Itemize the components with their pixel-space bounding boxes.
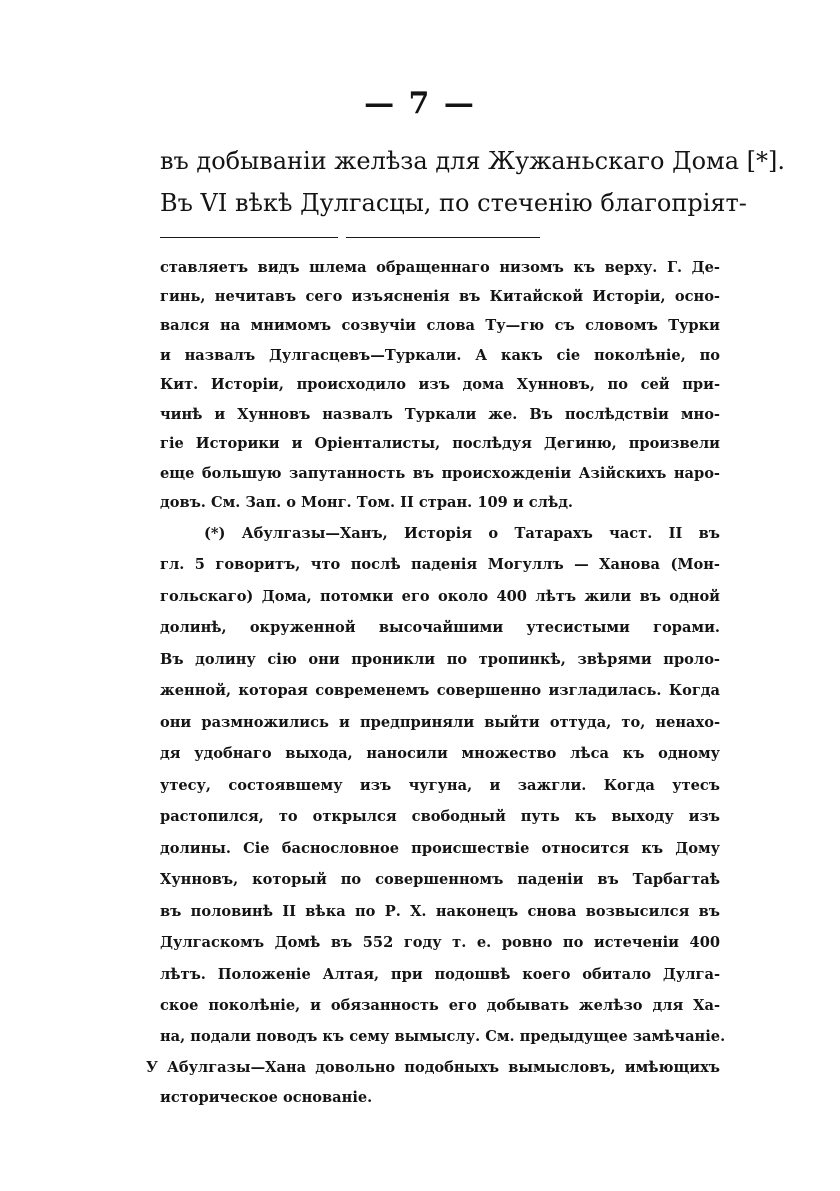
footnote-line: лѣтъ. Положенiе Алтая, при подошвѣ коего обитало Дулга- (160, 966, 720, 983)
footnote-line: Дулгаскомъ Домѣ въ 552 году т. е. ровно по истеченiи 400 (160, 934, 720, 951)
rule-segment (160, 237, 338, 238)
footnote-line: женной, которая современемъ совершенно изгладилась. Когда (160, 682, 720, 699)
footnote-line: ское поколѣнiе, и обязанность его добывать желѣзо для Ха- (160, 997, 720, 1014)
footnote-line: гiе Историки и Орiенталисты, послѣдуя Дегиню, произвели (160, 435, 720, 452)
footnote-line: утесу, состоявшему изъ чугуна, и зажгли. Когда утесъ (160, 777, 720, 794)
footnote-line: вался на мнимомъ созвучiи слова Ту—гю съ словомъ Турки (160, 317, 720, 334)
footnote-line: дя удобнаго выхода, наносили множество лѣса къ одному (160, 745, 720, 762)
footnote-line: они размножились и предприняли выйти оттуда, то, ненахо- (160, 714, 720, 731)
footnote-line: гл. 5 говоритъ, что послѣ паденiя Могуллъ — Ханова (Мон- (160, 556, 720, 573)
footnote-line: историческое основанiе. (160, 1089, 373, 1106)
footnote-line: въ половинѣ II вѣка по Р. Х. наконецъ снова возвысился въ (160, 903, 720, 920)
footnote-line: Кит. Исторiи, происходило изъ дома Хунновъ, по сей при- (160, 376, 720, 393)
footnote-line: чинѣ и Хунновъ назвалъ Туркали же. Въ послѣдствiи мно- (160, 406, 720, 423)
rule-segment (346, 237, 540, 238)
footnote-line: растопился, то открылся свободный путь къ выходу изъ (160, 808, 720, 825)
footnote-line: довъ. См. Зап. о Монг. Том. II стран. 109 и слѣд. (160, 494, 574, 511)
footnote-line: Хунновъ, который по совершенномъ паденiи въ Тарбагтаѣ (160, 871, 720, 888)
footnote-line: и назвалъ Дулгасцевъ—Туркали. А какъ сiе поколѣнiе, по (160, 347, 720, 364)
footnote-line: У Абулгазы—Хана довольно подобныхъ вымысловъ, имѣющихъ (146, 1059, 720, 1076)
footnote-line: (*) Абулгазы—Ханъ, Исторiя о Татарахъ част. II въ (204, 525, 720, 542)
footnote-line: долинѣ, окруженной высочайшими утесистыми горами. (160, 619, 720, 636)
footnote-line: ставляетъ видъ шлема обращеннаго низомъ къ верху. Г. Де- (160, 259, 720, 276)
footnote-line: еще большую запутанность въ происхожденiи Азiйскихъ наро- (160, 465, 720, 482)
main-text-line: въ добыванiи желѣза для Жужаньскаго Дома [*]. (160, 147, 785, 175)
page-number: — 7 — (364, 86, 476, 121)
footnote-line: гинь, нечитавъ сего изъясненiя въ Китайской Исторiи, осно- (160, 288, 720, 305)
footnote-line: долины. Сiе баснословное происшествiе относится къ Дому (160, 840, 720, 857)
main-text-line: Въ VI вѣкѣ Дулгасцы, по стеченiю благопрiят- (160, 189, 747, 217)
footnote-line: гольскаго) Дома, потомки его около 400 лѣтъ жили въ одной (160, 588, 720, 605)
footnote-line: на, подали поводъ къ сему вымыслу. См. предыдущее замѣчанiе. (160, 1028, 726, 1045)
footnote-line: Въ долину сiю они проникли по тропинкѣ, звѣрями проло- (160, 651, 720, 668)
